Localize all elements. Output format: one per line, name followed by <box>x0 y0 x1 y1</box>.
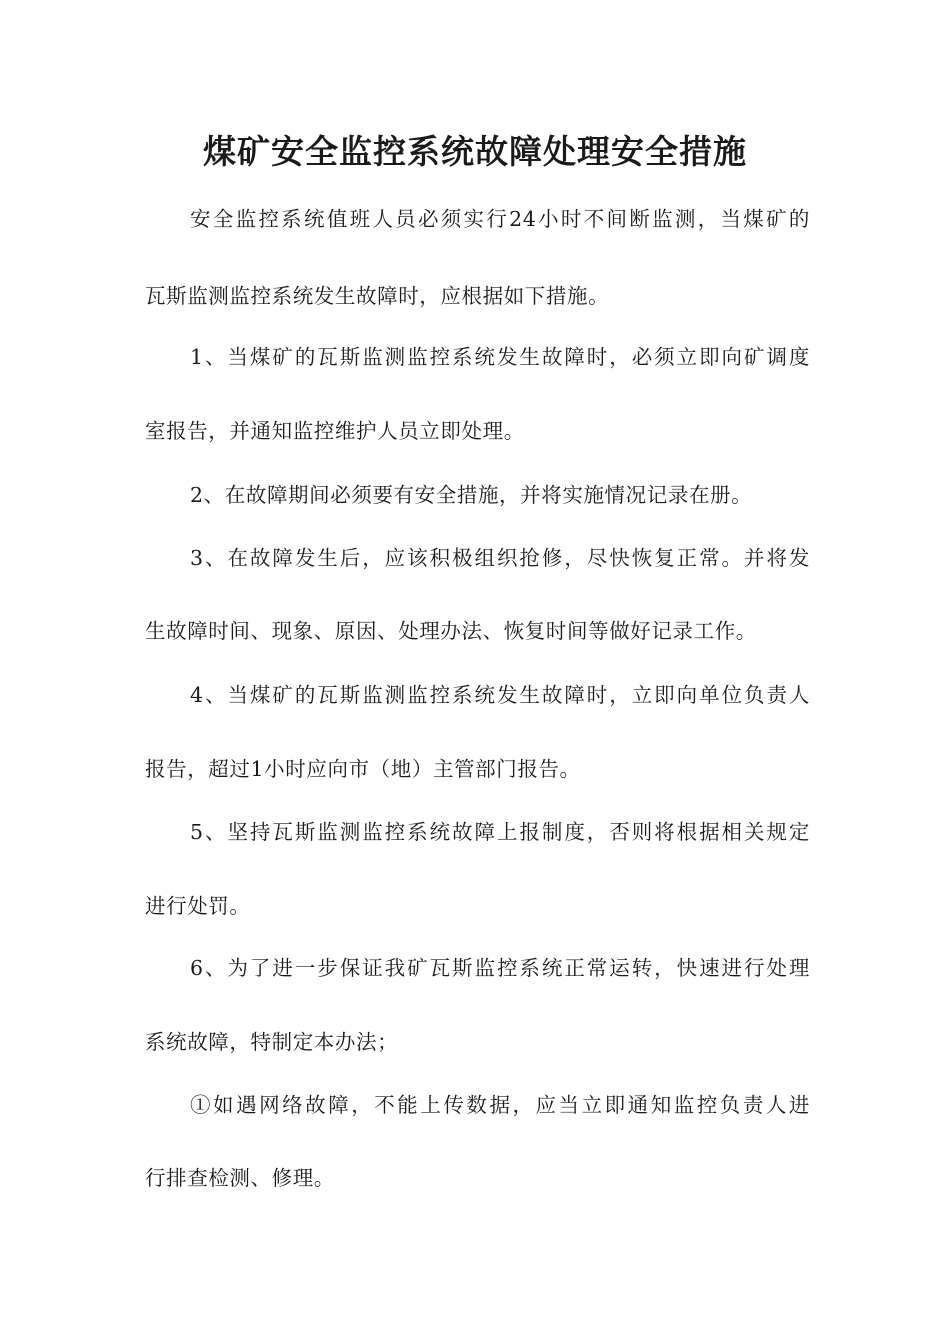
paragraph-line: 6、为了进一步保证我矿瓦斯监控系统正常运转，快速进行处理 <box>190 956 810 980</box>
paragraph-line: 进行处罚。 <box>145 894 251 918</box>
paragraph-line: 行排查检测、修理。 <box>145 1166 335 1190</box>
paragraph-line: 2、在故障期间必须要有安全措施，并将实施情况记录在册。 <box>190 483 753 507</box>
paragraph-line: 生故障时间、现象、原因、处理办法、恢复时间等做好记录工作。 <box>145 619 757 643</box>
document-title: 煤矿安全监控系统故障处理安全措施 <box>203 132 747 171</box>
paragraph-line: 室报告，并通知监控维护人员立即处理。 <box>145 419 525 443</box>
paragraph-line: 安全监控系统值班人员必须实行24小时不间断监测，当煤矿的 <box>190 207 810 231</box>
paragraph-line: 3、在故障发生后，应该积极组织抢修，尽快恢复正常。并将发 <box>190 546 810 570</box>
paragraph-line: 系统故障，特制定本办法； <box>145 1030 399 1054</box>
paragraph-line: 报告，超过1小时应向市（地）主管部门报告。 <box>145 757 581 781</box>
paragraph-line: 1、当煤矿的瓦斯监测监控系统发生故障时，必须立即向矿调度 <box>190 345 810 369</box>
paragraph-line: 瓦斯监测监控系统发生故障时，应根据如下措施。 <box>145 284 610 308</box>
paragraph-line: 4、当煤矿的瓦斯监测监控系统发生故障时，立即向单位负责人 <box>190 683 810 707</box>
paragraph-line: 5、坚持瓦斯监测监控系统故障上报制度，否则将根据相关规定 <box>190 820 810 844</box>
paragraph-line: ①如遇网络故障，不能上传数据，应当立即通知监控负责人进 <box>190 1093 810 1117</box>
